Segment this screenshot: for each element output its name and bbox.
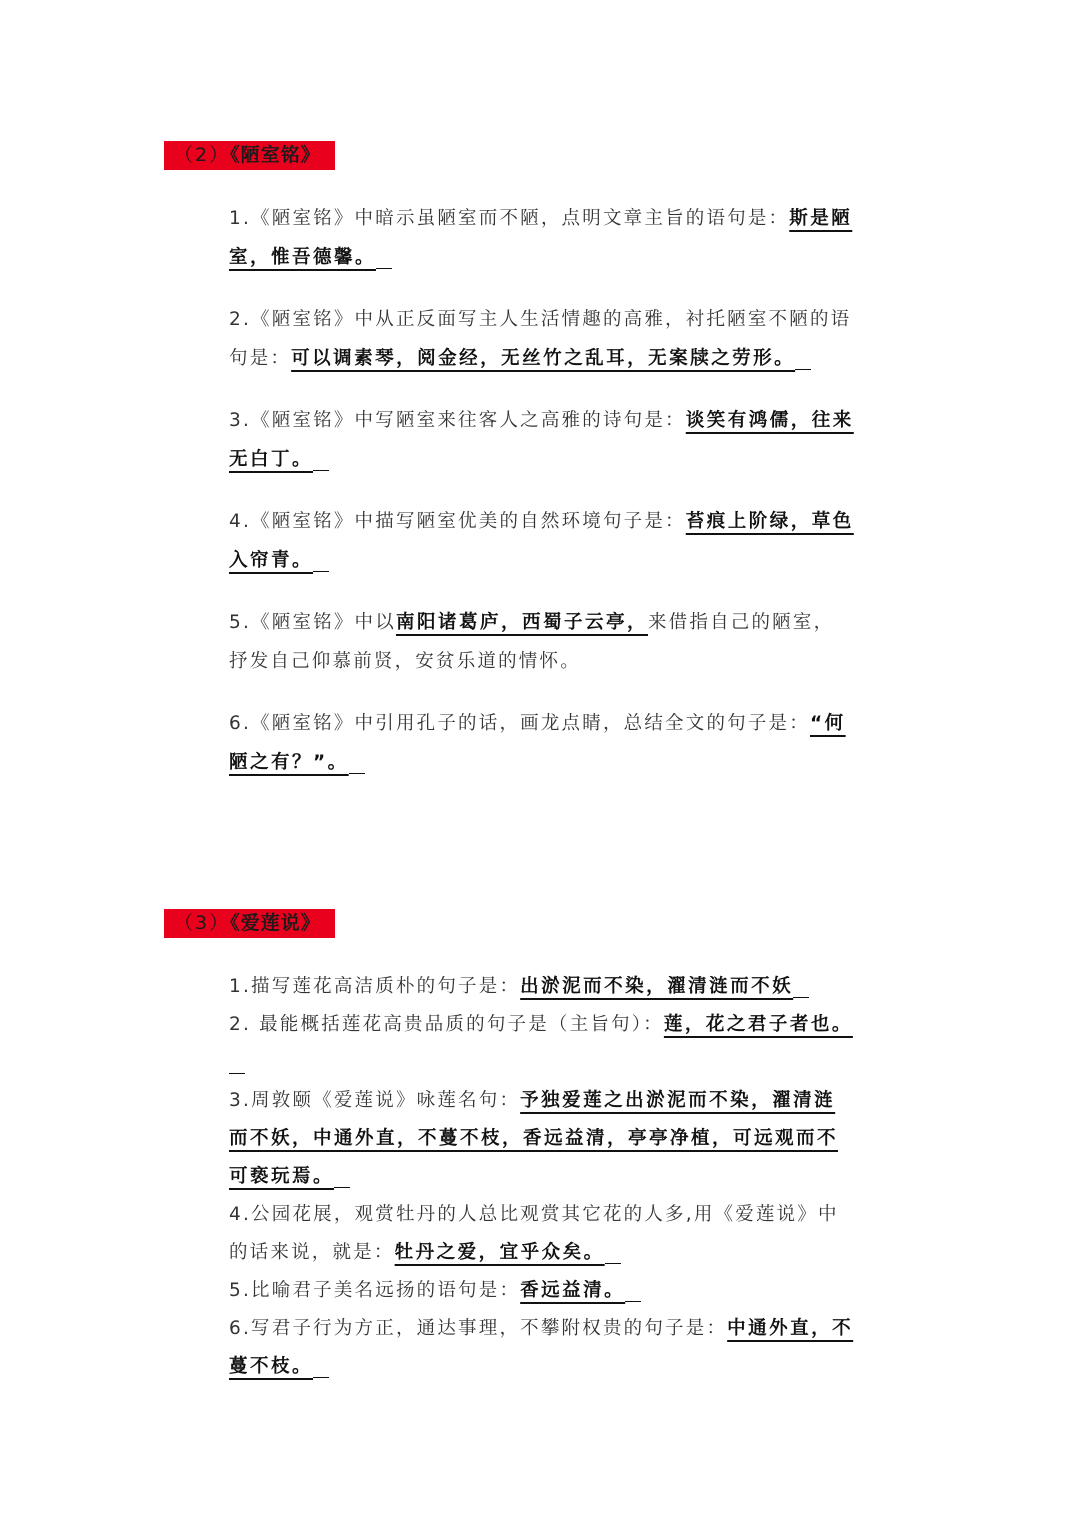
answer-blank — [793, 995, 809, 998]
question-text: 2.《陋室铭》中从正反面写主人生活情趣的高雅，衬托陋室不陋的语句是： — [229, 309, 852, 369]
list-item — [229, 200, 854, 277]
question-text: 6.《陋室铭》中引用孔子的话，画龙点睛，总结全文的句子是： — [229, 713, 810, 734]
answer-text: 苔痕上阶绿，草色入帘青。 — [229, 511, 854, 571]
answer-text: 可以调素琴，阅金经，无丝竹之乱耳，无案牍之劳形。 — [291, 347, 796, 369]
answer-blank — [376, 266, 392, 269]
list-item — [229, 968, 854, 1006]
section-title: 《爱莲说》 — [230, 912, 321, 934]
answer-text: 中通外直，不蔓不枝。 — [229, 1318, 854, 1377]
answer-text: “何陋之有？”。 — [229, 713, 846, 773]
list-item — [229, 1196, 854, 1272]
answer-text: 莲，花之君子者也。 — [663, 1014, 853, 1035]
answer-blank — [313, 569, 329, 572]
list-item — [229, 705, 854, 782]
answer-text: 南阳诸葛庐，西蜀子云亭， — [395, 612, 648, 633]
question-text: 5.比喻君子美名远扬的语句是： — [229, 1280, 521, 1301]
answer-blank — [349, 771, 365, 774]
answer-blank — [625, 1299, 641, 1302]
answer-text: 牡丹之爱，宜乎众矣。 — [394, 1242, 605, 1263]
question-text: 1.《陋室铭》中暗示虽陋室而不陋，点明文章主旨的语句是： — [229, 208, 790, 229]
answer-text: 斯是陋室，惟吾德馨。 — [229, 208, 853, 268]
question-text: 5.《陋室铭》中以 — [229, 612, 396, 633]
list-item — [229, 1082, 854, 1196]
section-number: （2） — [174, 144, 231, 166]
answer-blank — [605, 1261, 621, 1264]
question-text: 4.《陋室铭》中描写陋室优美的自然环境句子是： — [229, 511, 686, 532]
answer-text: 香远益清。 — [520, 1280, 626, 1301]
section-title: 《陋室铭》 — [230, 144, 321, 166]
answer-blank — [313, 468, 329, 471]
question-text: 6.写君子行为方正，通达事理，不攀附权贵的句子是： — [229, 1318, 728, 1339]
list-item — [229, 1006, 854, 1082]
section-ai-lian-shuo-list — [229, 968, 854, 1386]
question-text: 3.《陋室铭》中写陋室来往客人之高雅的诗句是： — [229, 410, 686, 431]
section-number: （3） — [174, 912, 231, 934]
question-text: 1.描写莲花高洁质朴的句子是： — [229, 976, 521, 997]
list-item — [229, 301, 854, 378]
section-tag-ai-lian-shuo — [164, 909, 335, 938]
answer-text: 出淤泥而不染，濯清涟而不妖 — [520, 976, 794, 997]
answer-blank — [334, 1185, 350, 1188]
answer-blank — [795, 367, 811, 370]
section-tag-lou-shi-ming — [164, 141, 335, 170]
list-item — [229, 1310, 854, 1386]
answer-text: 予独爱莲之出淤泥而不染，濯清涟而不妖，中通外直，不蔓不枝，香远益清，亭亭净植，可远观而不可亵玩焉。 — [229, 1090, 839, 1187]
question-text: 4.公园花展，观赏牡丹的人总比观赏其它花的人多,用《爱莲说》中的话来说，就是： — [229, 1204, 839, 1263]
list-item — [229, 604, 854, 681]
answer-text: 谈笑有鸿儒，往来无白丁。 — [229, 410, 854, 470]
question-text-after: 来借指自己的陋室，抒发自己仰慕前贤，安贫乐道的情怀。 — [229, 612, 835, 672]
question-text: 2. 最能概括莲花高贵品质的句子是（主旨句）： — [229, 1014, 664, 1035]
answer-blank — [229, 1071, 245, 1074]
answer-blank — [313, 1375, 329, 1378]
question-text: 3.周敦颐《爱莲说》咏莲名句： — [229, 1090, 521, 1111]
list-item — [229, 503, 854, 580]
list-item — [229, 402, 854, 479]
section-lou-shi-ming-list — [229, 200, 854, 806]
list-item — [229, 1272, 854, 1310]
